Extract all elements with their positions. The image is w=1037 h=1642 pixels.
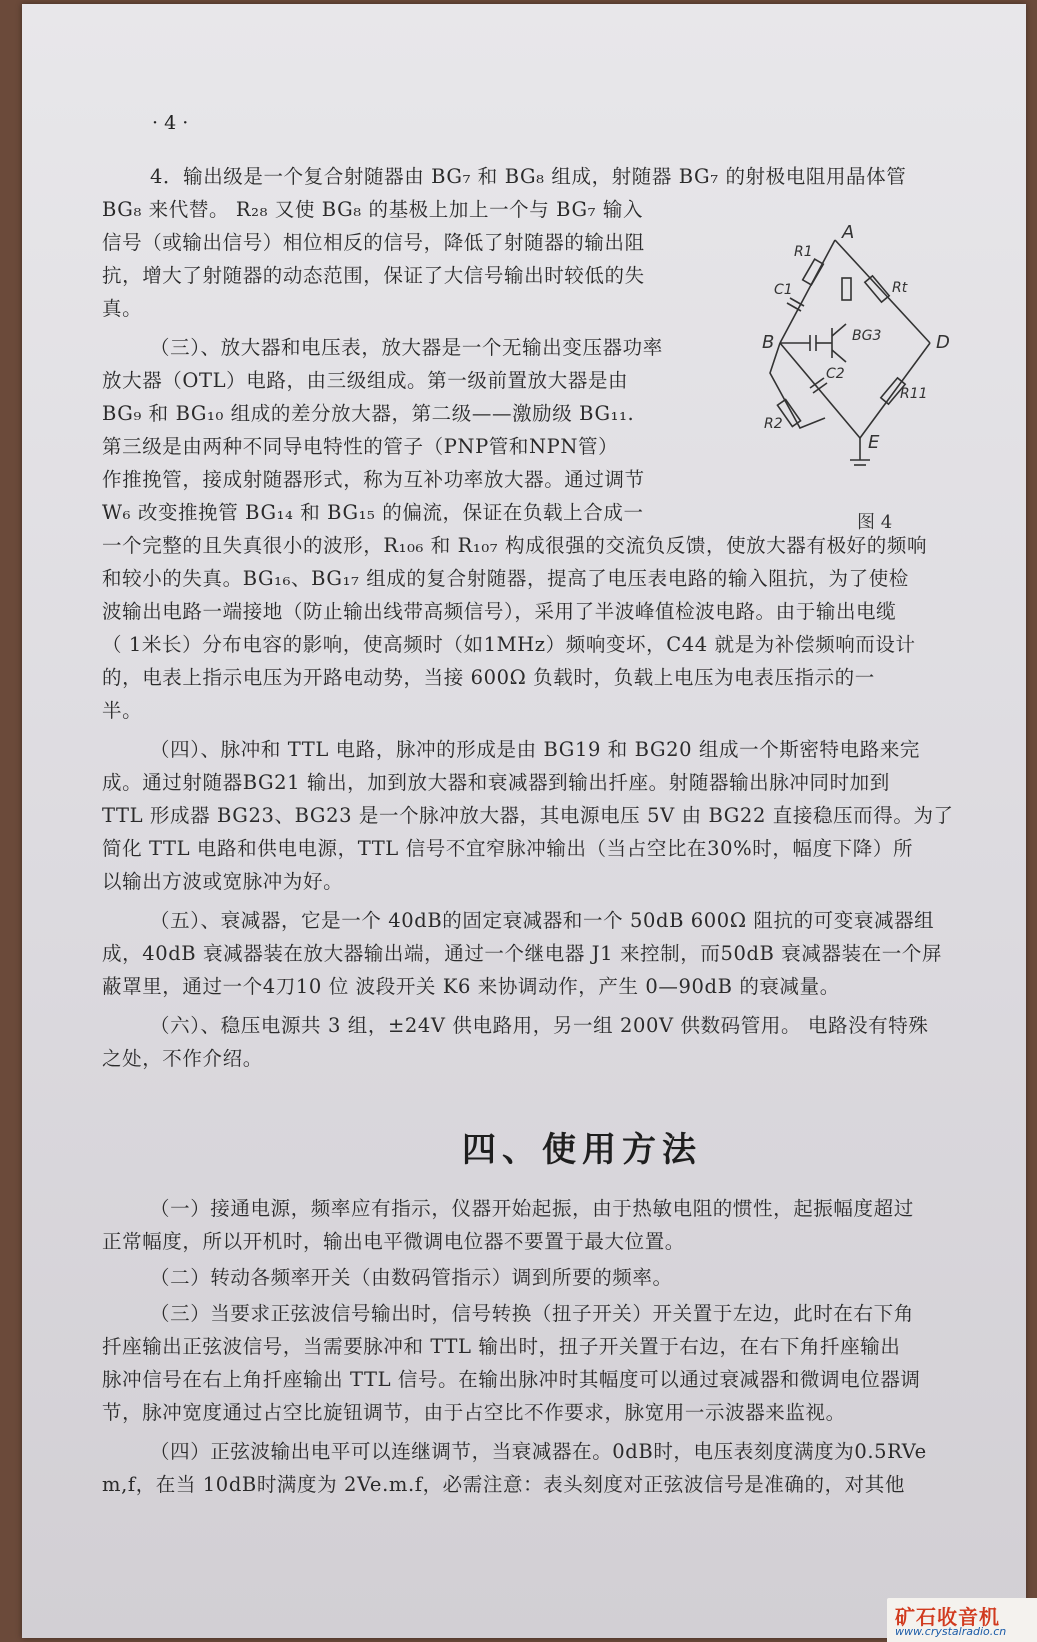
label-bg3: BG3 <box>852 328 882 344</box>
section-heading: 四、使用方法 <box>462 1130 702 1170</box>
text-line: （三）、放大器和电压表，放大器是一个无输出变压器功率 <box>150 336 663 359</box>
text-line: 成。通过射随器BG21 输出，加到放大器和衰减器到输出扦座。射随器输出脉冲同时加到 <box>102 771 890 794</box>
text-line: （四）正弦波输出电平可以连继调节，当衰减器在。0dB时，电压表刻度满度为0.5RVe <box>150 1440 927 1463</box>
label-c1: C1 <box>774 282 793 298</box>
label-r1: R1 <box>794 244 813 260</box>
text-line: 半。 <box>102 699 143 722</box>
text-line: BG₈ 来代替。 R₂₈ 又使 BG₈ 的基极上加上一个与 BG₇ 输入 <box>102 198 644 221</box>
label-r2: R2 <box>764 416 783 432</box>
text-line: 一个完整的且失真很小的波形，R₁₀₆ 和 R₁₀₇ 构成很强的交流负反馈，使放大器有极好的频响 <box>102 534 928 557</box>
text-line: 节，脉冲宽度通过占空比旋钮调节，由于占空比不作要求，脉宽用一示波器来监视。 <box>102 1401 846 1424</box>
page-number: · 4 · <box>152 112 189 134</box>
book-page <box>22 4 1026 1638</box>
text-line: 之处，不作介绍。 <box>102 1047 263 1070</box>
text-line: 以输出方波或宽脉冲为好。 <box>102 870 344 893</box>
text-line: （ 1米长）分布电容的影响，使高频时（如1MHz）频响变坏，C44 就是为补偿频响而设计 <box>102 633 916 656</box>
text-line: 作推挽管，接成射随器形式，称为互补功率放大器。通过调节 <box>102 468 645 491</box>
text-line: 抗，增大了射随器的动态范围，保证了大信号输出时较低的失 <box>102 264 645 287</box>
node-label-d: D <box>936 332 950 353</box>
text-line: 成，40dB 衰减器装在放大器输出端，通过一个继电器 J1 来控制，而50dB 衰减器装在一个屏 <box>102 942 943 965</box>
text-line: 正常幅度，所以开机时，输出电平微调电位器不要置于最大位置。 <box>102 1230 685 1253</box>
text-line: （五）、衰减器，它是一个 40dB的固定衰减器和一个 50dB 600Ω 阻抗的可变衰减器组 <box>150 909 935 932</box>
text-line: （二）转动各频率开关（由数码管指示）调到所要的频率。 <box>150 1266 673 1289</box>
text-line: （四）、脉冲和 TTL 电路，脉冲的形成是由 BG19 和 BG20 组成一个斯密特电路来完 <box>150 738 921 761</box>
text-line: （三）当要求正弦波信号输出时，信号转换（扭子开关）开关置于左边，此时在右下角 <box>150 1302 914 1325</box>
node-label-e: E <box>868 432 880 453</box>
text-line: 扦座输出正弦波信号，当需要脉冲和 TTL 输出时，扭子开关置于右边，在右下角扦座输出 <box>102 1335 901 1358</box>
text-line: 简化 TTL 电路和供电电源，TTL 信号不宜窄脉冲输出（当占空比在30%时，幅度下降）所 <box>102 837 914 860</box>
label-c2: C2 <box>826 366 845 382</box>
text-line: 波输出电路一端接地（防止输出线带高频信号），采用了半波峰值检波电路。由于输出电缆 <box>102 600 897 623</box>
text-line: 真。 <box>102 297 143 320</box>
text-line: 蔽罩里，通过一个4刀10 位 波段开关 K6 来协调动作，产生 0—90dB 的衰减量。 <box>102 975 840 998</box>
text-line: 4．输出级是一个复合射随器由 BG₇ 和 BG₈ 组成，射随器 BG₇ 的射极电阻用晶体管 <box>150 165 907 188</box>
text-line: 和较小的失真。BG₁₆、BG₁₇ 组成的复合射随器，提高了电压表电路的输入阻抗，为了使检 <box>102 567 909 590</box>
text-line: 脉冲信号在右上角扦座输出 TTL 信号。在输出脉冲时其幅度可以通过衰减器和微调电位器调 <box>102 1368 921 1391</box>
text-line: W₆ 改变推挽管 BG₁₄ 和 BG₁₅ 的偏流，保证在负载上合成一 <box>102 501 644 524</box>
site-watermark <box>887 1598 1037 1642</box>
node-label-b: B <box>762 332 775 353</box>
text-line: （六）、稳压电源共 3 组，±24V 供电路用，另一组 200V 供数码管用。 电路没有特殊 <box>150 1014 929 1037</box>
watermark-title: 矿石收音机 <box>895 1605 1000 1629</box>
node-label-a: A <box>842 222 855 243</box>
text-line: 信号（或输出信号）相位相反的信号，降低了射随器的输出阻 <box>102 231 645 254</box>
text-line: TTL 形成器 BG23、BG23 是一个脉冲放大器，其电源电压 5V 由 BG22 直接稳压而得。为了 <box>102 804 954 827</box>
text-line: 放大器（OTL）电路，由三级组成。第一级前置放大器是由 <box>102 369 629 392</box>
text-line: m,f，在当 10dB时满度为 2Ve.m.f，必需注意：表头刻度对正弦波信号是准确的，对其他 <box>102 1473 905 1496</box>
text-line: BG₉ 和 BG₁₀ 组成的差分放大器，第二级——激励级 BG₁₁. <box>102 402 635 425</box>
text-line: 的，电表上指示电压为开路电动势，当接 600Ω 负载时，负载上电压为电表压指示的一 <box>102 666 875 689</box>
watermark-url: www.crystalradio.cn <box>895 1625 1007 1638</box>
text-line: （一）接通电源，频率应有指示，仪器开始起振，由于热敏电阻的惯性，起振幅度超过 <box>150 1197 914 1220</box>
text-line: 第三级是由两种不同导电特性的管子（PNP管和NPN管） <box>102 435 619 458</box>
bridge-circuit-diagram <box>762 222 980 488</box>
figure-caption: 图 4 <box>857 512 893 533</box>
label-rt: Rt <box>892 280 908 296</box>
label-r11: R11 <box>900 386 928 402</box>
